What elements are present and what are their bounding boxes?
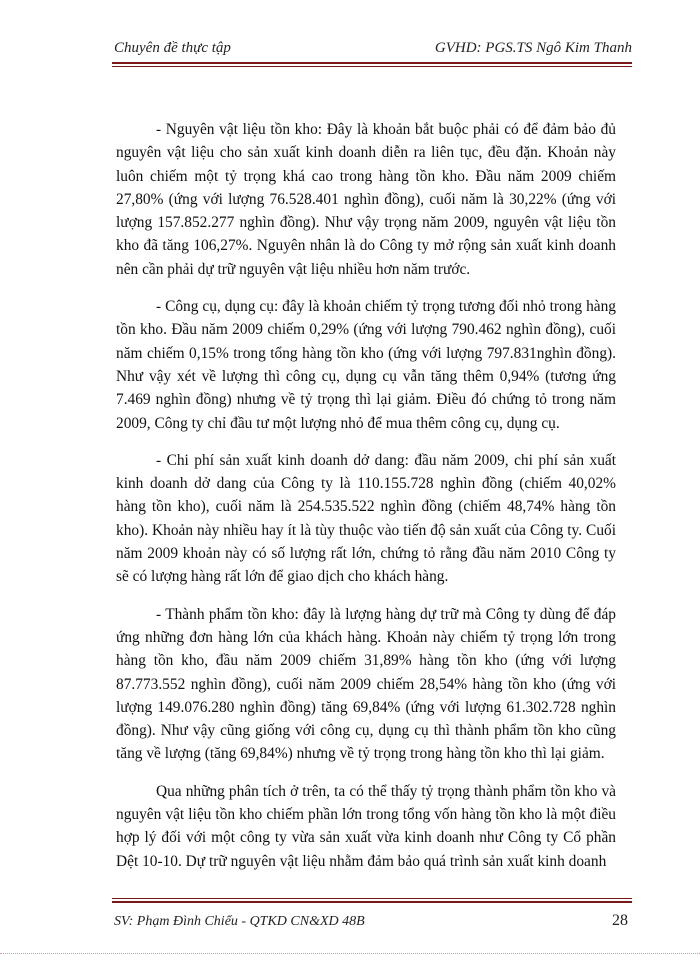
header-course-title: Chuyên đề thực tập — [114, 40, 231, 56]
paragraph-raw-materials: - Nguyên vật liệu tồn kho: Đây là khoản bắt buộc phải có để đảm bảo đủ nguyên vật liệu cho sản xuất kinh doanh diễn ra liên tục, đều đặn. Khoản này luôn chiếm một tỷ trọng khá cao trong hàng tồn kho. Đầu năm 2009 chiếm 27,80% (ứng với lượng 76.528.401 nghìn đồng), cuối năm là 30,22% (ứng với lượng 157.852.277 nghìn đồng). Như vậy trọng năm 2009, nguyên vật liệu tồn kho đã tăng 106,27%. Nguyên nhân là do Công ty mở rộng sản xuất kinh doanh nên cần phải dự trữ nguyên vật liệu nhiều hơn năm trước. — [116, 121, 616, 278]
header-rule-thick — [112, 62, 632, 64]
paragraph-work-in-progress: - Chi phí sản xuất kinh doanh dở dang: đầu năm 2009, chi phí sản xuất kinh doanh dở dang của Công ty là 110.155.728 nghìn đồng (chiếm 40,02% hàng tồn kho), cuối năm là 254.535.522 nghìn đồng (chiếm 48,74% hàng tồn kho). Khoản này nhiều hay ít là tùy thuộc vào tiến độ sản xuất của Công ty. Cuối năm 2009 khoản này có số lượng rất lớn, chứng tỏ rằng đầu năm 2010 Công ty sẽ có lượng hàng rất lớn để giao dịch cho khách hàng. — [116, 451, 616, 586]
page-footer — [112, 912, 632, 934]
footer-student: SV: Phạm Đình Chiểu - QTKD CN&XD 48B — [114, 914, 365, 929]
page-break-line — [0, 953, 700, 954]
footer-rule-thick — [112, 901, 632, 903]
paragraph-tools: - Công cụ, dụng cụ: đây là khoản chiếm tỷ trọng tương đối nhỏ trong hàng tồn kho. Đầu năm 2009 chiếm 0,29% (ứng với lượng 790.462 nghìn đồng), cuối năm chiếm 0,15% trong tổng hàng tồn kho (ứng với lượng 797.831nghìn đồng). Như vậy xét về lượng thì công cụ, dụng cụ vẫn tăng thêm 0,94% (tương ứng 7.469 nghìn đồng) nhưng về tỷ trọng thì lại giảm. Điều đó chứng tỏ trong năm 2009, Công ty chỉ đầu tư một lượng nhỏ để mua thêm công cụ, dụng cụ. — [116, 298, 616, 432]
paragraph-conclusion: Qua những phân tích ở trên, ta có thể thấy tỷ trọng thành phẩm tồn kho và nguyên vật liệu tồn kho chiếm phần lớn trong tổng vốn hàng tồn kho là một điều hợp lý đối với một công ty vừa sản xuất vừa kinh doanh như Công ty Cổ phần Dệt 10-10. Dự trữ nguyên vật liệu nhằm đảm bảo quá trình sản xuất kinh doanh — [116, 782, 616, 870]
page-number: 28 — [612, 912, 628, 929]
footer-rule-thin — [112, 898, 632, 899]
document-body — [116, 118, 616, 887]
page-header — [112, 40, 632, 60]
paragraph-finished-goods: - Thành phẩm tồn kho: đây là lượng hàng dự trữ mà Công ty dùng để đáp ứng những đơn hàng lớn của khách hàng. Khoản này chiếm tỷ trọng lớn trong hàng tồn kho, đầu năm 2009 chiếm 31,89% hàng tồn kho (ứng với lượng 87.773.552 nghìn đồng), cuối năm 2009 chiếm 28,54% hàng tồn kho (ứng với lượng 149.076.280 nghìn đồng) tăng 69,84% (ứng với lượng 61.302.728 nghìn đồng). Như vậy cũng giống với công cụ, dụng cụ thì thành phẩm tồn kho cũng tăng về lượng (tăng 69,84%) nhưng về tỷ trọng trong hàng tồn kho thì lại giảm. — [116, 605, 616, 763]
header-supervisor: GVHD: PGS.TS Ngô Kim Thanh — [434, 40, 632, 56]
header-rule-thin — [112, 66, 632, 67]
